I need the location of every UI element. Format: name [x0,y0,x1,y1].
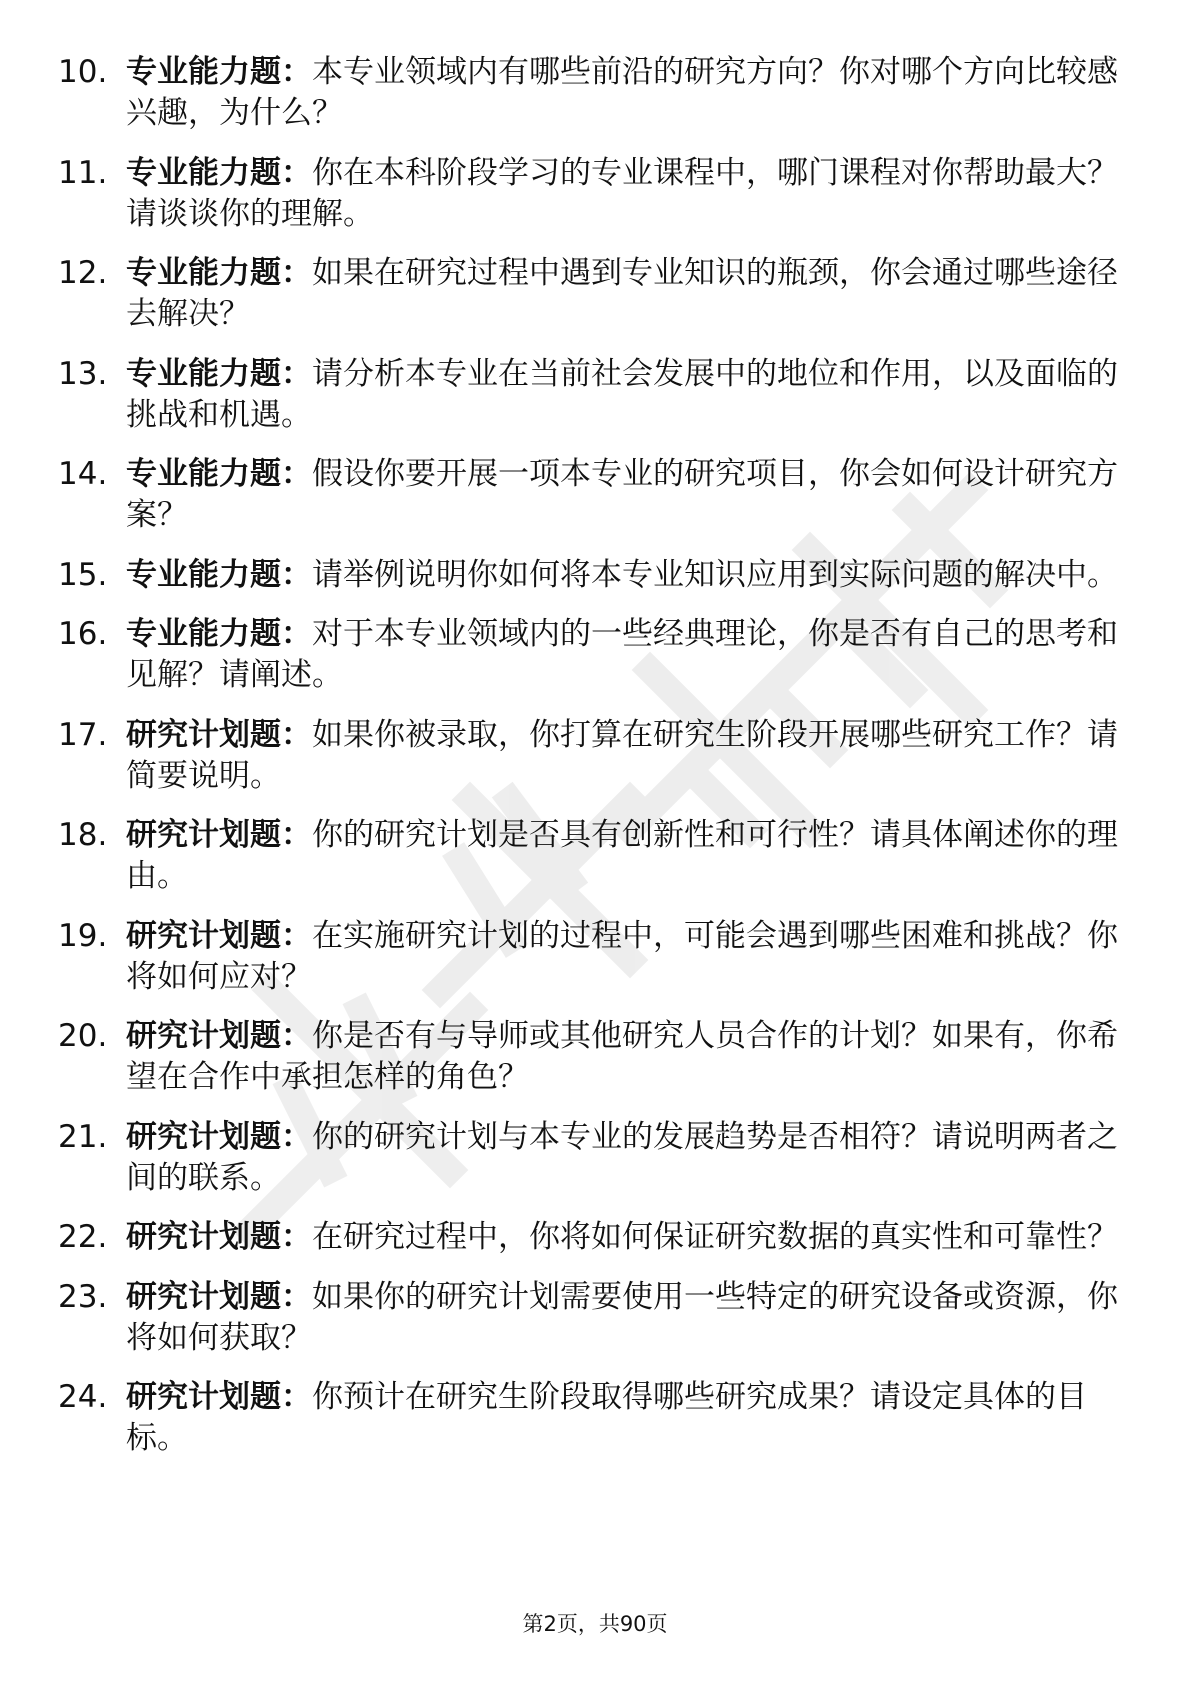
question-number: 20. [58,1018,108,1054]
question-body [126,555,1118,596]
question-category: 专业能力题： [126,616,312,652]
question-category: 专业能力题： [126,456,312,492]
question-category: 研究计划题： [126,716,312,753]
question-body [126,354,1118,436]
question-number: 10. [58,54,108,90]
page-number-label: 第2页，共90页 [522,1612,668,1636]
question-item [58,614,1118,696]
question-text: 你是否有与导师或其他研究人员合作的计划？如果有，你希望在合作中承担怎样的角色？ [126,1018,1118,1095]
question-number: 17. [58,716,108,753]
question-category: 专业能力题： [126,154,312,191]
question-text: 请分析本专业在当前社会发展中的地位和作用，以及面临的挑战和机遇。 [126,355,1118,433]
question-text: 在实施研究计划的过程中，可能会遇到哪些困难和挑战？你将如何应对？ [126,917,1118,995]
question-body [126,253,1118,335]
question-body [126,454,1118,536]
question-number: 15. [58,556,108,593]
question-item [58,1016,1118,1098]
question-item [58,1117,1118,1199]
question-item [58,52,1118,134]
question-category: 专业能力题： [126,556,312,593]
question-text: 你的研究计划是否具有创新性和可行性？请具体阐述你的理由。 [126,817,1118,894]
question-item [58,555,1118,596]
question-category: 研究计划题： [126,1118,312,1155]
question-item [58,1277,1118,1359]
question-number: 19. [58,917,108,954]
question-text: 假设你要开展一项本专业的研究项目，你会如何设计研究方案？ [126,456,1118,533]
question-body [126,153,1118,235]
question-text: 如果你的研究计划需要使用一些特定的研究设备或资源，你将如何获取？ [126,1278,1118,1356]
question-number: 12. [58,255,108,291]
question-list [58,52,1118,1478]
question-item [58,1377,1118,1459]
question-item [58,253,1118,335]
question-text: 对于本专业领域内的一些经典理论，你是否有自己的思考和见解？请阐述。 [126,616,1118,693]
question-body [126,715,1118,797]
question-item [58,454,1118,536]
question-body [126,614,1118,696]
question-item [58,815,1118,897]
question-body [126,1016,1118,1098]
question-number: 11. [58,154,108,191]
question-number: 24. [58,1379,108,1415]
question-item [58,1217,1118,1258]
question-category: 研究计划题： [126,917,312,954]
question-number: 13. [58,355,108,392]
question-text: 请举例说明你如何将本专业知识应用到实际问题的解决中。 [312,556,1118,593]
question-category: 研究计划题： [126,1278,312,1315]
question-body [126,52,1118,134]
question-category: 研究计划题： [126,1219,312,1255]
question-category: 专业能力题： [126,54,312,90]
question-number: 21. [58,1118,108,1155]
question-text: 如果你被录取，你打算在研究生阶段开展哪些研究工作？请简要说明。 [126,716,1118,794]
question-item [58,916,1118,998]
question-body [126,1217,1118,1258]
question-body [126,815,1118,897]
question-category: 专业能力题： [126,355,312,392]
question-number: 22. [58,1219,108,1255]
question-text: 本专业领域内有哪些前沿的研究方向？你对哪个方向比较感兴趣，为什么？ [126,54,1118,131]
question-category: 研究计划题： [126,1018,312,1054]
question-number: 16. [58,616,108,652]
page-footer [0,1610,1190,1638]
question-number: 14. [58,456,108,492]
question-text: 你的研究计划与本专业的发展趋势是否相符？请说明两者之间的联系。 [126,1118,1118,1196]
question-category: 专业能力题： [126,255,312,291]
question-item [58,153,1118,235]
question-text: 在研究过程中，你将如何保证研究数据的真实性和可靠性？ [312,1219,1118,1255]
question-text: 你在本科阶段学习的专业课程中，哪门课程对你帮助最大？请谈谈你的理解。 [126,154,1118,232]
question-text: 如果在研究过程中遇到专业知识的瓶颈，你会通过哪些途径去解决？ [126,255,1118,332]
question-item [58,715,1118,797]
question-body [126,1377,1118,1459]
question-body [126,1117,1118,1199]
question-number: 23. [58,1278,108,1315]
question-body [126,1277,1118,1359]
question-text: 你预计在研究生阶段取得哪些研究成果？请设定具体的目标。 [126,1379,1087,1456]
question-number: 18. [58,817,108,853]
question-category: 研究计划题： [126,817,312,853]
question-body [126,916,1118,998]
question-item [58,354,1118,436]
question-category: 研究计划题： [126,1379,312,1415]
